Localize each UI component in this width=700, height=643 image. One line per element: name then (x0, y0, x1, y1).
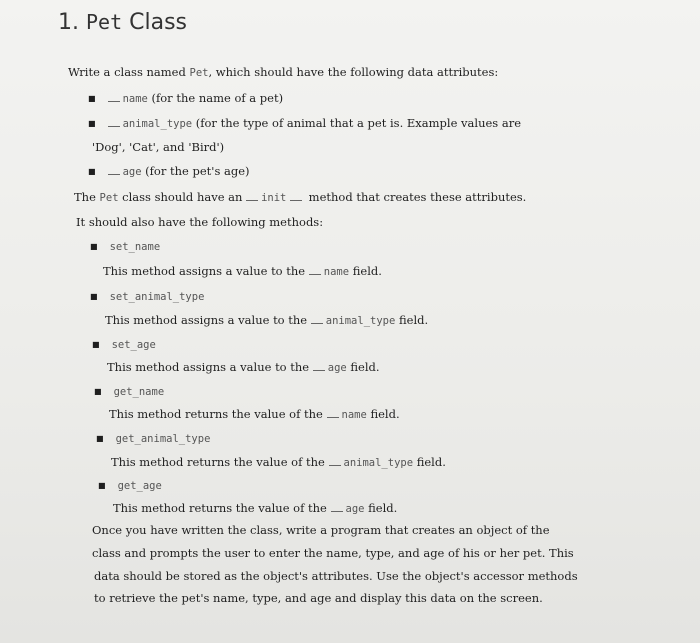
method-name-set-animal-type: ■ set_animal_type (90, 291, 205, 303)
init-line: The Pet class should have an init method that creates these attributes. (74, 190, 527, 204)
bullet-icon: ■ (88, 94, 96, 103)
bullet-icon: ■ (96, 434, 104, 443)
code-init: init (261, 192, 287, 204)
closing-line-4: to retrieve the pet's name, type, and age and display this data on the screen. (94, 591, 543, 605)
closing-line-1: Once you have written the class, write a program that creates an object of the (92, 523, 550, 537)
attribute-item-name: ■ name (for the name of a pet) (88, 91, 284, 105)
method-desc-set-age: This method assigns a value to the age field. (107, 360, 380, 374)
attribute-item-animal-type-cont: 'Dog', 'Cat', and 'Bird') (92, 140, 225, 154)
bullet-icon: ■ (98, 481, 106, 490)
intro-line: Write a class named Pet, which should have the following data attributes: (68, 65, 499, 79)
closing-line-2: class and prompts the user to enter the name, type, and age of his or her pet. This (92, 546, 574, 560)
attribute-item-animal-type: ■ animal_type (for the type of animal that a pet is. Example values are (88, 116, 521, 130)
bullet-icon: ■ (88, 119, 96, 128)
method-name-get-animal-type: ■ get_animal_type (96, 433, 211, 445)
attribute-item-age: ■ age (for the pet's age) (88, 164, 250, 178)
bullet-icon: ■ (94, 387, 102, 396)
method-desc-get-age: This method returns the value of the age field. (113, 501, 398, 515)
method-desc-set-name: This method assigns a value to the name field. (103, 264, 382, 278)
method-desc-get-animal-type: This method returns the value of the animal_type field. (111, 455, 446, 469)
page-title (58, 10, 187, 35)
method-name-get-name: ■ get_name (94, 386, 165, 398)
title-number: 1. (58, 10, 79, 35)
method-name-set-name: ■ set_name (90, 241, 161, 253)
method-name-get-age: ■ get_age (98, 480, 162, 492)
methods-intro: It should also have the following methods: (76, 215, 324, 229)
method-desc-get-name: This method returns the value of the name field. (109, 407, 400, 421)
bullet-icon: ■ (88, 167, 96, 176)
bullet-icon: ■ (92, 340, 100, 349)
title-class: Class (129, 10, 188, 35)
code-pet: Pet (189, 67, 209, 79)
title-pet: Pet (86, 10, 123, 34)
bullet-icon: ■ (90, 242, 98, 251)
bullet-icon: ■ (90, 292, 98, 301)
method-desc-set-animal-type: This method assigns a value to the animal_type field. (105, 313, 429, 327)
method-name-set-age: ■ set_age (92, 339, 156, 351)
closing-line-3: data should be stored as the object's attributes. Use the object's accessor methods (94, 569, 578, 583)
